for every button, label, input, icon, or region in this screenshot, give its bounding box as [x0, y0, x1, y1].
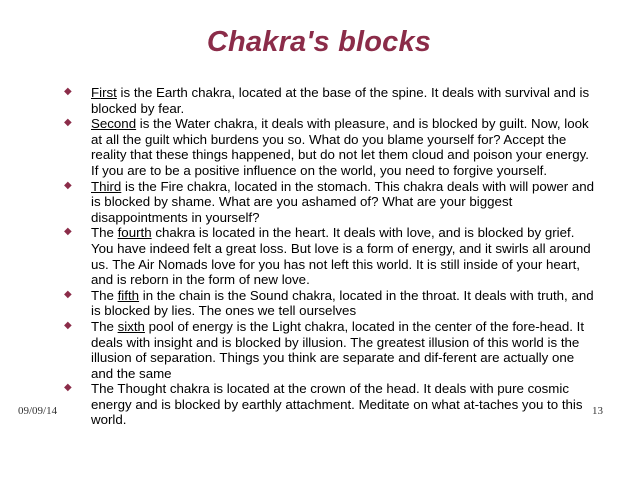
link-fourth[interactable]: fourth — [117, 225, 152, 241]
link-sixth[interactable]: sixth — [117, 318, 145, 334]
slide-title: Chakra's blocks — [206, 26, 432, 58]
item-lead-text: The — [91, 225, 118, 241]
item-lead-text: The — [91, 318, 118, 334]
link-fifth[interactable]: fifth — [117, 287, 140, 303]
diamond-bullet-icon: ◆ — [64, 288, 72, 300]
link-first[interactable]: First — [91, 85, 117, 100]
list-item-fourth — [60, 225, 600, 287]
link-third[interactable]: Third — [91, 178, 122, 194]
diamond-bullet-icon: ◆ — [64, 226, 72, 238]
item-lead-text: The Thought chakra is located at the crown of the head. It deals with pure cosmic energy and is blocked by earthly attachment. Meditate on what at-taches you to this world. — [91, 381, 583, 428]
item-text: pool of energy is the Light chakra, located in the center of the fore-head. It deals with insight and is blocked by illusion. The greatest illusion of this world is the illusion of separation. Things you think are separate and dif-ferent are actually one and the same — [91, 318, 585, 381]
list-item-first — [60, 85, 600, 116]
item-lead-text: The — [91, 287, 118, 303]
list-item-sixth — [60, 319, 600, 381]
footer-date: 09/09/14 — [18, 405, 58, 417]
chakra-bullet-list — [60, 85, 600, 428]
list-item-second — [60, 116, 600, 178]
list-item-third — [60, 179, 600, 226]
item-text: in the chain is the Sound chakra, located in the throat. It deals with truth, and is blocked by lies. The ones we tell ourselves — [91, 287, 594, 319]
diamond-bullet-icon: ◆ — [64, 179, 72, 191]
list-item-fifth — [60, 288, 600, 319]
link-second[interactable]: Second — [91, 116, 137, 132]
item-text: is the Earth chakra, located at the base of the spine. It deals with survival and is blocked by fear. — [91, 85, 590, 116]
diamond-bullet-icon: ◆ — [64, 117, 72, 129]
item-text: is the Fire chakra, located in the stomach. This chakra deals with will power and is blocked by shame. What are you ashamed of? What are your biggest disappointments in yourself? — [91, 178, 595, 225]
page-number: 13 — [592, 405, 603, 417]
diamond-bullet-icon: ◆ — [64, 382, 72, 394]
item-text: is the Water chakra, it deals with pleasure, and is blocked by guilt. Now, look at all the guilt which burdens you so. What do you blame yourself for? Accept the reality that these things happened, but do not let them cloud and poison your energy. If you are to be a positive influence on the world, you need to forgive yourself. — [91, 116, 589, 178]
item-text: chakra is located in the heart. It deals with love, and is blocked by grief. You have indeed felt a great loss. But love is a form of energy, and it swirls all around us. The Air Nomads love for you has not left this world. It is still inside of your heart, and is reborn in the form of new love. — [91, 225, 591, 288]
diamond-bullet-icon: ◆ — [64, 319, 72, 331]
list-item-thought — [60, 381, 600, 428]
diamond-bullet-icon: ◆ — [64, 86, 72, 97]
